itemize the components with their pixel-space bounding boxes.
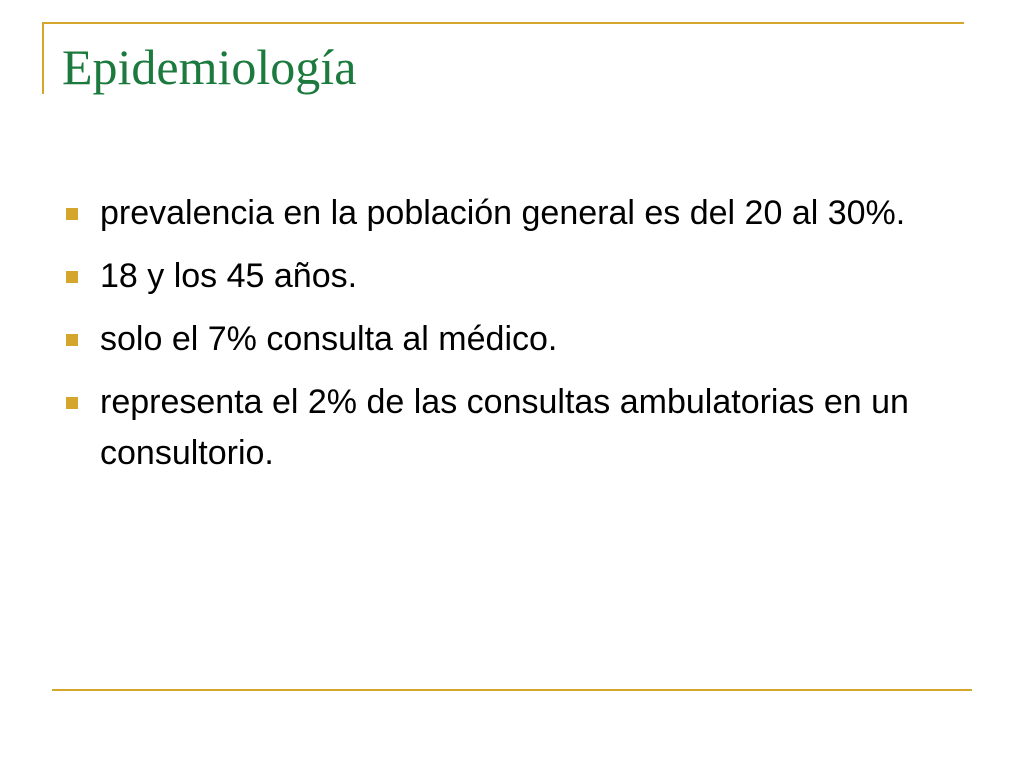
frame-top-rule: [42, 22, 964, 24]
bullet-item: [62, 251, 962, 302]
bullet-text: representa el 2% de las consultas ambulatorias en un consultorio.: [100, 383, 909, 472]
bullet-item: [62, 188, 962, 239]
square-bullet-icon: [66, 271, 78, 283]
bullet-item: [62, 377, 962, 479]
slide-title: Epidemiología: [62, 39, 357, 95]
bullet-text: 18 y los 45 años.: [100, 257, 358, 295]
bullet-item: [62, 314, 962, 365]
frame-left-rule: [42, 22, 44, 94]
bullet-text: solo el 7% consulta al médico.: [100, 320, 558, 358]
bullet-list: [62, 188, 962, 491]
bullet-text: prevalencia en la población general es del 20 al 30%.: [100, 194, 906, 232]
bottom-rule: [52, 689, 972, 691]
square-bullet-icon: [66, 334, 78, 346]
square-bullet-icon: [66, 397, 78, 409]
square-bullet-icon: [66, 208, 78, 220]
